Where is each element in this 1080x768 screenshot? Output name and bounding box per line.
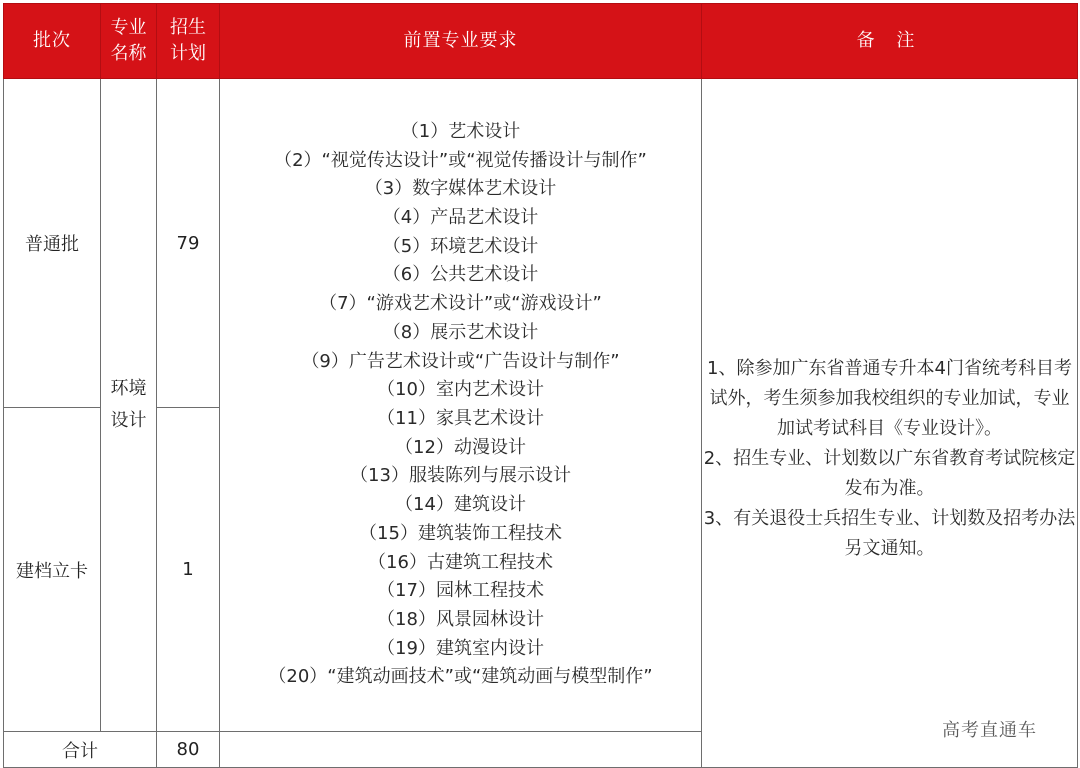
prerequisite-item: （5）环境艺术设计	[382, 235, 539, 257]
prerequisite-item: （16）古建筑工程技术	[368, 551, 553, 573]
major-name-line-1: 环境	[110, 378, 147, 399]
header-plan-line-2: 计划	[170, 43, 206, 64]
major-name-cell	[101, 79, 157, 732]
prerequisite-item: （8）展示艺术设计	[382, 321, 539, 343]
prerequisite-item: （19）建筑室内设计	[377, 637, 544, 659]
enrollment-plan-table	[3, 3, 1078, 768]
total-value: 80	[157, 732, 220, 768]
prerequisite-item: （12）动漫设计	[395, 436, 526, 458]
remarks-text	[702, 354, 1077, 564]
remark-item: 2、招生专业、计划数以广东省教育考试院核定发布为准。	[703, 448, 1076, 499]
prerequisite-item: （6）公共艺术设计	[382, 264, 539, 286]
header-major-line-2: 名称	[110, 43, 147, 64]
header-prerequisite: 前置专业要求	[220, 4, 702, 79]
prerequisite-item: （20）“建筑动画技术”或“建筑动画与模型制作”	[268, 666, 653, 688]
header-plan-line-1: 招生	[170, 17, 206, 38]
remark-item: 3、有关退役士兵招生专业、计划数及招考办法另文通知。	[703, 508, 1076, 559]
prerequisite-item: （7）“游戏艺术设计”或“游戏设计”	[319, 293, 602, 315]
plan-count-cell: 79	[157, 79, 220, 408]
prerequisite-list-cell	[220, 79, 702, 732]
header-remarks: 备 注	[702, 4, 1078, 79]
header-row	[4, 4, 1078, 79]
header-major-name	[101, 4, 157, 79]
header-batch: 批次	[4, 4, 101, 79]
batch-cell: 建档立卡	[4, 408, 101, 732]
prerequisite-item: （17）园林工程技术	[377, 580, 544, 602]
total-empty-cell	[220, 732, 702, 768]
prerequisite-item: （9）广告艺术设计或“广告设计与制作”	[301, 350, 620, 372]
major-name-line-2: 设计	[110, 410, 147, 431]
plan-count-cell: 1	[157, 408, 220, 732]
header-enrollment-plan	[157, 4, 220, 79]
prerequisite-item: （13）服装陈列与展示设计	[350, 465, 571, 487]
prerequisite-item: （3）数字媒体艺术设计	[364, 178, 557, 200]
prerequisite-item: （18）风景园林设计	[377, 608, 544, 630]
prerequisite-item: （15）建筑装饰工程技术	[359, 522, 562, 544]
table-row	[4, 79, 1078, 408]
remarks-cell	[702, 79, 1078, 768]
prerequisite-item: （1）艺术设计	[400, 120, 521, 142]
watermark-text: 高考直通车	[942, 720, 1037, 741]
prerequisite-item: （4）产品艺术设计	[382, 207, 539, 229]
prerequisite-item: （10）室内艺术设计	[377, 379, 544, 401]
prerequisite-list	[220, 118, 701, 692]
header-major-line-1: 专业	[110, 17, 147, 38]
prerequisite-item: （14）建筑设计	[395, 494, 526, 516]
prerequisite-item: （2）“视觉传达设计”或“视觉传播设计与制作”	[274, 149, 647, 171]
prerequisite-item: （11）家具艺术设计	[377, 408, 544, 429]
remark-item: 1、除参加广东省普通专升本4门省统考科目考试外，考生须参加我校组织的专业加试，专业加试考试科目《专业设计》。	[707, 358, 1072, 439]
batch-cell: 普通批	[4, 79, 101, 408]
total-label: 合计	[4, 732, 157, 768]
